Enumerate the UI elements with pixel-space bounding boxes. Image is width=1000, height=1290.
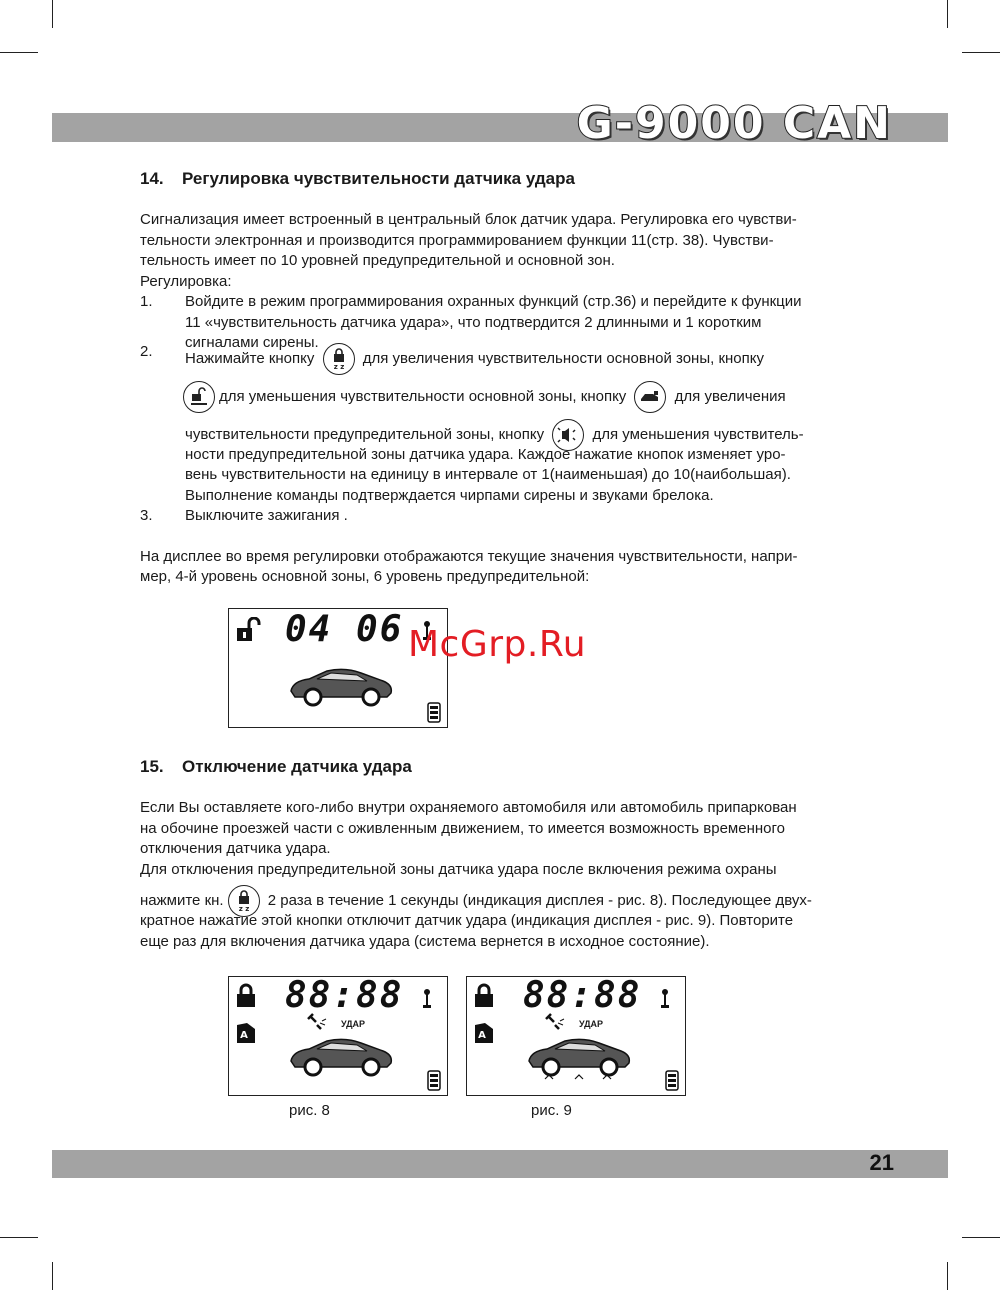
text-line: Войдите в режим программирования охранных функций (стр.36) и перейдите к функции [185,293,802,310]
lock-icon [473,983,495,1009]
car-icon [287,663,395,707]
text-span: для увеличения чувствительности основной зоны, кнопку [362,349,764,367]
battery-icon [427,1069,441,1091]
shock-label: УДАР [341,1019,366,1029]
text-line: мер, 4-й уровень основной зоны, 6 уровень предупредительной: [140,568,590,585]
key-icon [421,987,433,1011]
text-line: отключения датчика удара. [140,840,331,857]
battery-icon [427,701,441,723]
section-number: 14. [140,169,164,188]
footer-band [52,1150,948,1178]
text-line: еще раз для включения датчика удара (система вернется в исходное состояние). [140,932,710,950]
lock-silent-button-icon [228,885,260,917]
text-span: чувствительности предупредительной зоны, кнопку [185,425,545,443]
list-number: 1. [140,293,153,310]
hammer-icon [545,1013,567,1033]
figure-caption: рис. 9 [531,1102,572,1119]
text-line: Регулировка: [140,272,232,290]
text-line: вень чувствительности на единицу в интервале от 1(наименьшая) до 10(наибольшая). [185,466,791,483]
svg-text:A: A [240,1030,248,1041]
watermark: McGrp.Ru [408,624,587,665]
text-line: тельности электронная и производится программированием функции 11(стр. 38). Чувстви- [140,231,774,249]
text-span: для уменьшения чувствитель- [592,425,804,443]
shock-label: УДАР [579,1019,604,1029]
brand-logo: G-9000 CAN [576,98,892,149]
crop-mark [947,0,948,28]
text-line: кратное нажатие этой кнопки отключит датчик удара (индикация дисплея - рис. 9). Повторите [140,912,794,929]
section-number: 15. [140,757,164,776]
auto-start-icon [473,1021,495,1045]
page-number: 21 [869,1150,894,1175]
list-item [140,342,860,507]
section-15-heading [140,757,412,777]
list-number: 3. [140,507,153,524]
section-15-body [140,798,860,952]
svg-text:A: A [478,1030,486,1041]
lock-icon [235,983,257,1009]
lcd-display-fig8 [228,976,448,1096]
text-line: Выключите зажигания . [185,507,348,524]
svg-text:z z: z z [238,905,249,913]
svg-text:z z: z z [333,362,344,370]
unlock-icon [235,617,265,643]
text-line: тельность имеет по 10 уровней предупредительной и основной зон. [140,252,615,269]
text-line: ности предупредительной зоны датчика удара. Каждое нажатие кнопок изменяет уро- [185,445,786,463]
text-line: Для отключения предупредительной зоны датчика удара после включения режима охраны [140,860,777,878]
lock-silent-button-icon [323,343,355,375]
text-line: На дисплее во время регулировки отображаются текущие значения чувствительности, напри- [140,547,798,565]
text-span: для увеличения [674,387,786,405]
auto-start-icon [235,1021,257,1045]
hammer-icon [307,1013,329,1033]
crop-mark [947,1262,948,1290]
section-14-heading [140,169,575,189]
list-item [140,506,860,527]
car-shock-icon [525,1033,633,1083]
lcd-digits: 88:88 [523,975,642,1016]
section-14-body [140,210,860,588]
lcd-display-fig9 [466,976,686,1096]
crop-mark [962,1237,1000,1238]
crop-mark [962,52,1000,53]
lcd-digits: 88:88 [285,975,404,1016]
car-icon [287,1033,395,1077]
text-span: 2 раза в течение 1 секунды (индикация дисплея - рис. 8). Последующее двух- [267,892,812,909]
section-title: Отключение датчика удара [182,757,412,776]
text-line: Выполнение команды подтверждается чирпами сирены и звуками брелока. [185,486,714,504]
key-icon [659,987,671,1011]
battery-icon [665,1069,679,1091]
text-line: 11 «чувствительность датчика удара», что подтвердится 2 длинными и 1 коротким [185,313,762,331]
trunk-button-icon [634,381,666,413]
text-line: на обочине проезжей части с оживленным движением, то имеется возможность временного [140,819,785,837]
text-line: Сигнализация имеет встроенный в центральный блок датчик удара. Регулировка его чувстви- [140,211,797,228]
text-span: Нажимайте кнопку [185,349,315,367]
lcd-digits: 04 06 [285,609,404,650]
figure-caption: рис. 8 [289,1102,330,1119]
text-line: Если Вы оставляете кого-либо внутри охраняемого автомобиля или автомобиль припаркован [140,799,797,816]
crop-mark [0,1237,38,1238]
section-title: Регулировка чувствительности датчика удара [182,169,575,188]
text-line: сигналами сирены. [185,334,319,351]
unlock-button-icon [183,381,215,413]
crop-mark [0,52,38,53]
crop-mark [52,0,53,28]
crop-mark [52,1262,53,1290]
text-span: нажмите кн. [140,892,224,909]
text-span: для уменьшения чувствительности основной зоны, кнопку [219,387,627,405]
speaker-button-icon [552,419,584,451]
list-number: 2. [140,342,153,360]
